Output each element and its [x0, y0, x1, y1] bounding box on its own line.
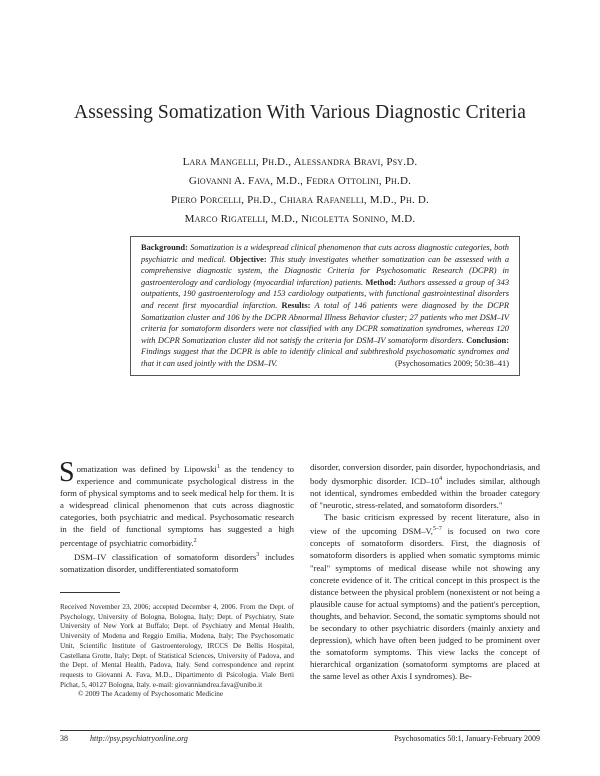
author-line: Lara Mangelli, Ph.D., Alessandra Bravi, Psy.D.: [182, 156, 418, 168]
journal-issue: Psychosomatics 50:1, January-February 2009: [394, 734, 540, 743]
copyright-text: © 2009 The Academy of Psychosomatic Medicine: [78, 690, 224, 699]
page-number: 38: [60, 734, 68, 743]
body-paragraph: [60, 549, 294, 575]
body-text: The basic criticism expressed by recent literature, also in view of the upcoming DSM–V,: [310, 512, 540, 537]
body-paragraph: [310, 461, 540, 511]
body-text: DSM–IV classification of somatoform disorders: [74, 552, 257, 563]
citation-ref: 2: [193, 538, 197, 545]
right-column-body: [310, 461, 540, 682]
body-paragraph: [310, 511, 540, 682]
footnote-separator: [60, 592, 120, 593]
body-text: omatization was defined by Lipowski: [76, 463, 217, 474]
citation-ref: 4: [439, 476, 443, 483]
footnote: [60, 603, 294, 700]
body-text: includes somatization disorder, undifferentiated somatoform: [60, 552, 294, 575]
abstract-method-label: Method:: [365, 277, 397, 287]
author-line: Piero Porcelli, Ph.D., Chiara Rafanelli, M.D., Ph. D.: [171, 194, 429, 206]
journal-url[interactable]: [90, 734, 188, 743]
abstract-objective-text: This study investigates whether somatization can be assessed with a comprehensive diagnostic system, the Diagnostic Criteria for Psychosomatic Research (DCPR) in gastroenterology and cardiology (myocardial infarction) patients.: [141, 254, 510, 287]
abstract-conclusion-text: Findings suggest that the DCPR is able to identify clinical and subthreshold psychosomatic syndromes and that it can used jointly with the DSM–IV.: [141, 347, 509, 368]
author-line: Marco Rigatelli, M.D., Nicoletta Sonino, M.D.: [184, 213, 416, 225]
abstract-background-label: Background:: [141, 243, 188, 252]
abstract-citation: (Psychosomatics 2009; 50:38–41): [395, 358, 509, 368]
abstract-results-text: A total of 146 patients were diagnosed by the DCPR Somatization cluster and 106 by the DCPR Abnormal Illness Behavior cluster; 27 patients who met DSM–IV criteria for somatoform disorders were not classified with any DCPR somatization syndromes, whereas 120 with DCPR Somatization cluster did not satisfy the criteria for DSM–IV somatoform disorders.: [141, 300, 509, 345]
abstract-objective-label: Objective:: [229, 254, 267, 264]
footnote-text: Received November 23, 2006; accepted December 4, 2006. From the Dept. of Psychology, University of Bologna, Bologna, Italy; Dept. of Psychiatry, State University of New York at Buffalo; Dept. of Psychiatry and Mental Health, University of Modena and Reggio Emilia, Modena, Italy; The Psychosomatic Unit, Scientific Institute of Gastroenterology, IRCCS De Bellis Hospital, Castellana Grotte, Italy; Dept. of Statistical Sciences, University of Padova, and the Dept. of Mental Health, Padova, Italy. Send correspondence and reprint requests to Giovanni A. Fava, M.D., Dipartimento di Psicologia. Viale Berti Pichat, 5, 40127 Bologna, Italy. e-mail: giovanniandrea.fava@unibo.it: [60, 603, 294, 689]
footer-rule: [60, 730, 540, 731]
citation-ref: 5–7: [432, 526, 442, 533]
journal-url-text[interactable]: http://psy.psychiatryonline.org: [90, 734, 188, 743]
abstract-method-text: Authors assessed a group of 343 outpatients, 190 gastroenterology and 153 cardiology outpatients, with functional gastrointestinal disorders and recent first myocardial infarction.: [141, 277, 510, 310]
citation-ref: 3: [256, 552, 260, 559]
body-text: as the tendency to experience and communicate psychological distress in the form of physical symptoms and to seek medical help for them. It is a widespread clinical phenomenon that cuts across diagnostic categories, both psychiatric and medical. Psychosomatic research in the field of functional symptoms has suggested a high percentage of psychiatric comorbidity.: [60, 463, 294, 549]
abstract-box: [130, 236, 520, 376]
body-text: is focused on two core concepts of somatoform disorders. First, the diagnosis of somatoform disorders is applied when somatic symptoms mimic "real" symptoms of medical disease while not showing any concrete evidence of it. The critical concept in this prospect is the distance between the physical problem (nonexistent or not being a plausible cause for actual symptoms) and the patient's perception, thoughts, and behavior. Second, the somatic symptoms should not be secondary to other psychiatric disorders (mainly anxiety and depression), which have often been judged to be prominent over the somatoform symptoms. This view lacks the concept of hierarchical organization (somatoform symptoms are placed at the same level as other Axis I syndromes). Be-: [310, 526, 540, 682]
left-column-body: [59, 457, 294, 576]
author-line: Giovanni A. Fava, M.D., Fedra Ottolini, Ph.D.: [188, 175, 412, 187]
abstract-conclusion-label: Conclusion:: [466, 335, 510, 345]
article-title: Assessing Somatization With Various Diagnostic Criteria: [74, 102, 526, 123]
body-paragraph: [59, 457, 294, 549]
body-text: disorder, conversion disorder, pain disorder, hypochondriasis, and body dysmorphic disorder. ICD–10: [310, 462, 540, 486]
abstract-background-text: Somatization is a widespread clinical phenomenon that cuts across diagnostic categories, both psychiatric and medical.: [141, 243, 509, 264]
body-text: includes similar, although not identical, syndromes embedded within the broader category of "neurotic, stress-related, and somatoform disorders.": [310, 475, 541, 511]
citation-ref: 1: [216, 464, 220, 470]
abstract-results-label: Results:: [281, 300, 311, 310]
author-list: [0, 153, 600, 229]
drop-cap: S: [59, 457, 75, 488]
abstract-text: [141, 242, 509, 370]
